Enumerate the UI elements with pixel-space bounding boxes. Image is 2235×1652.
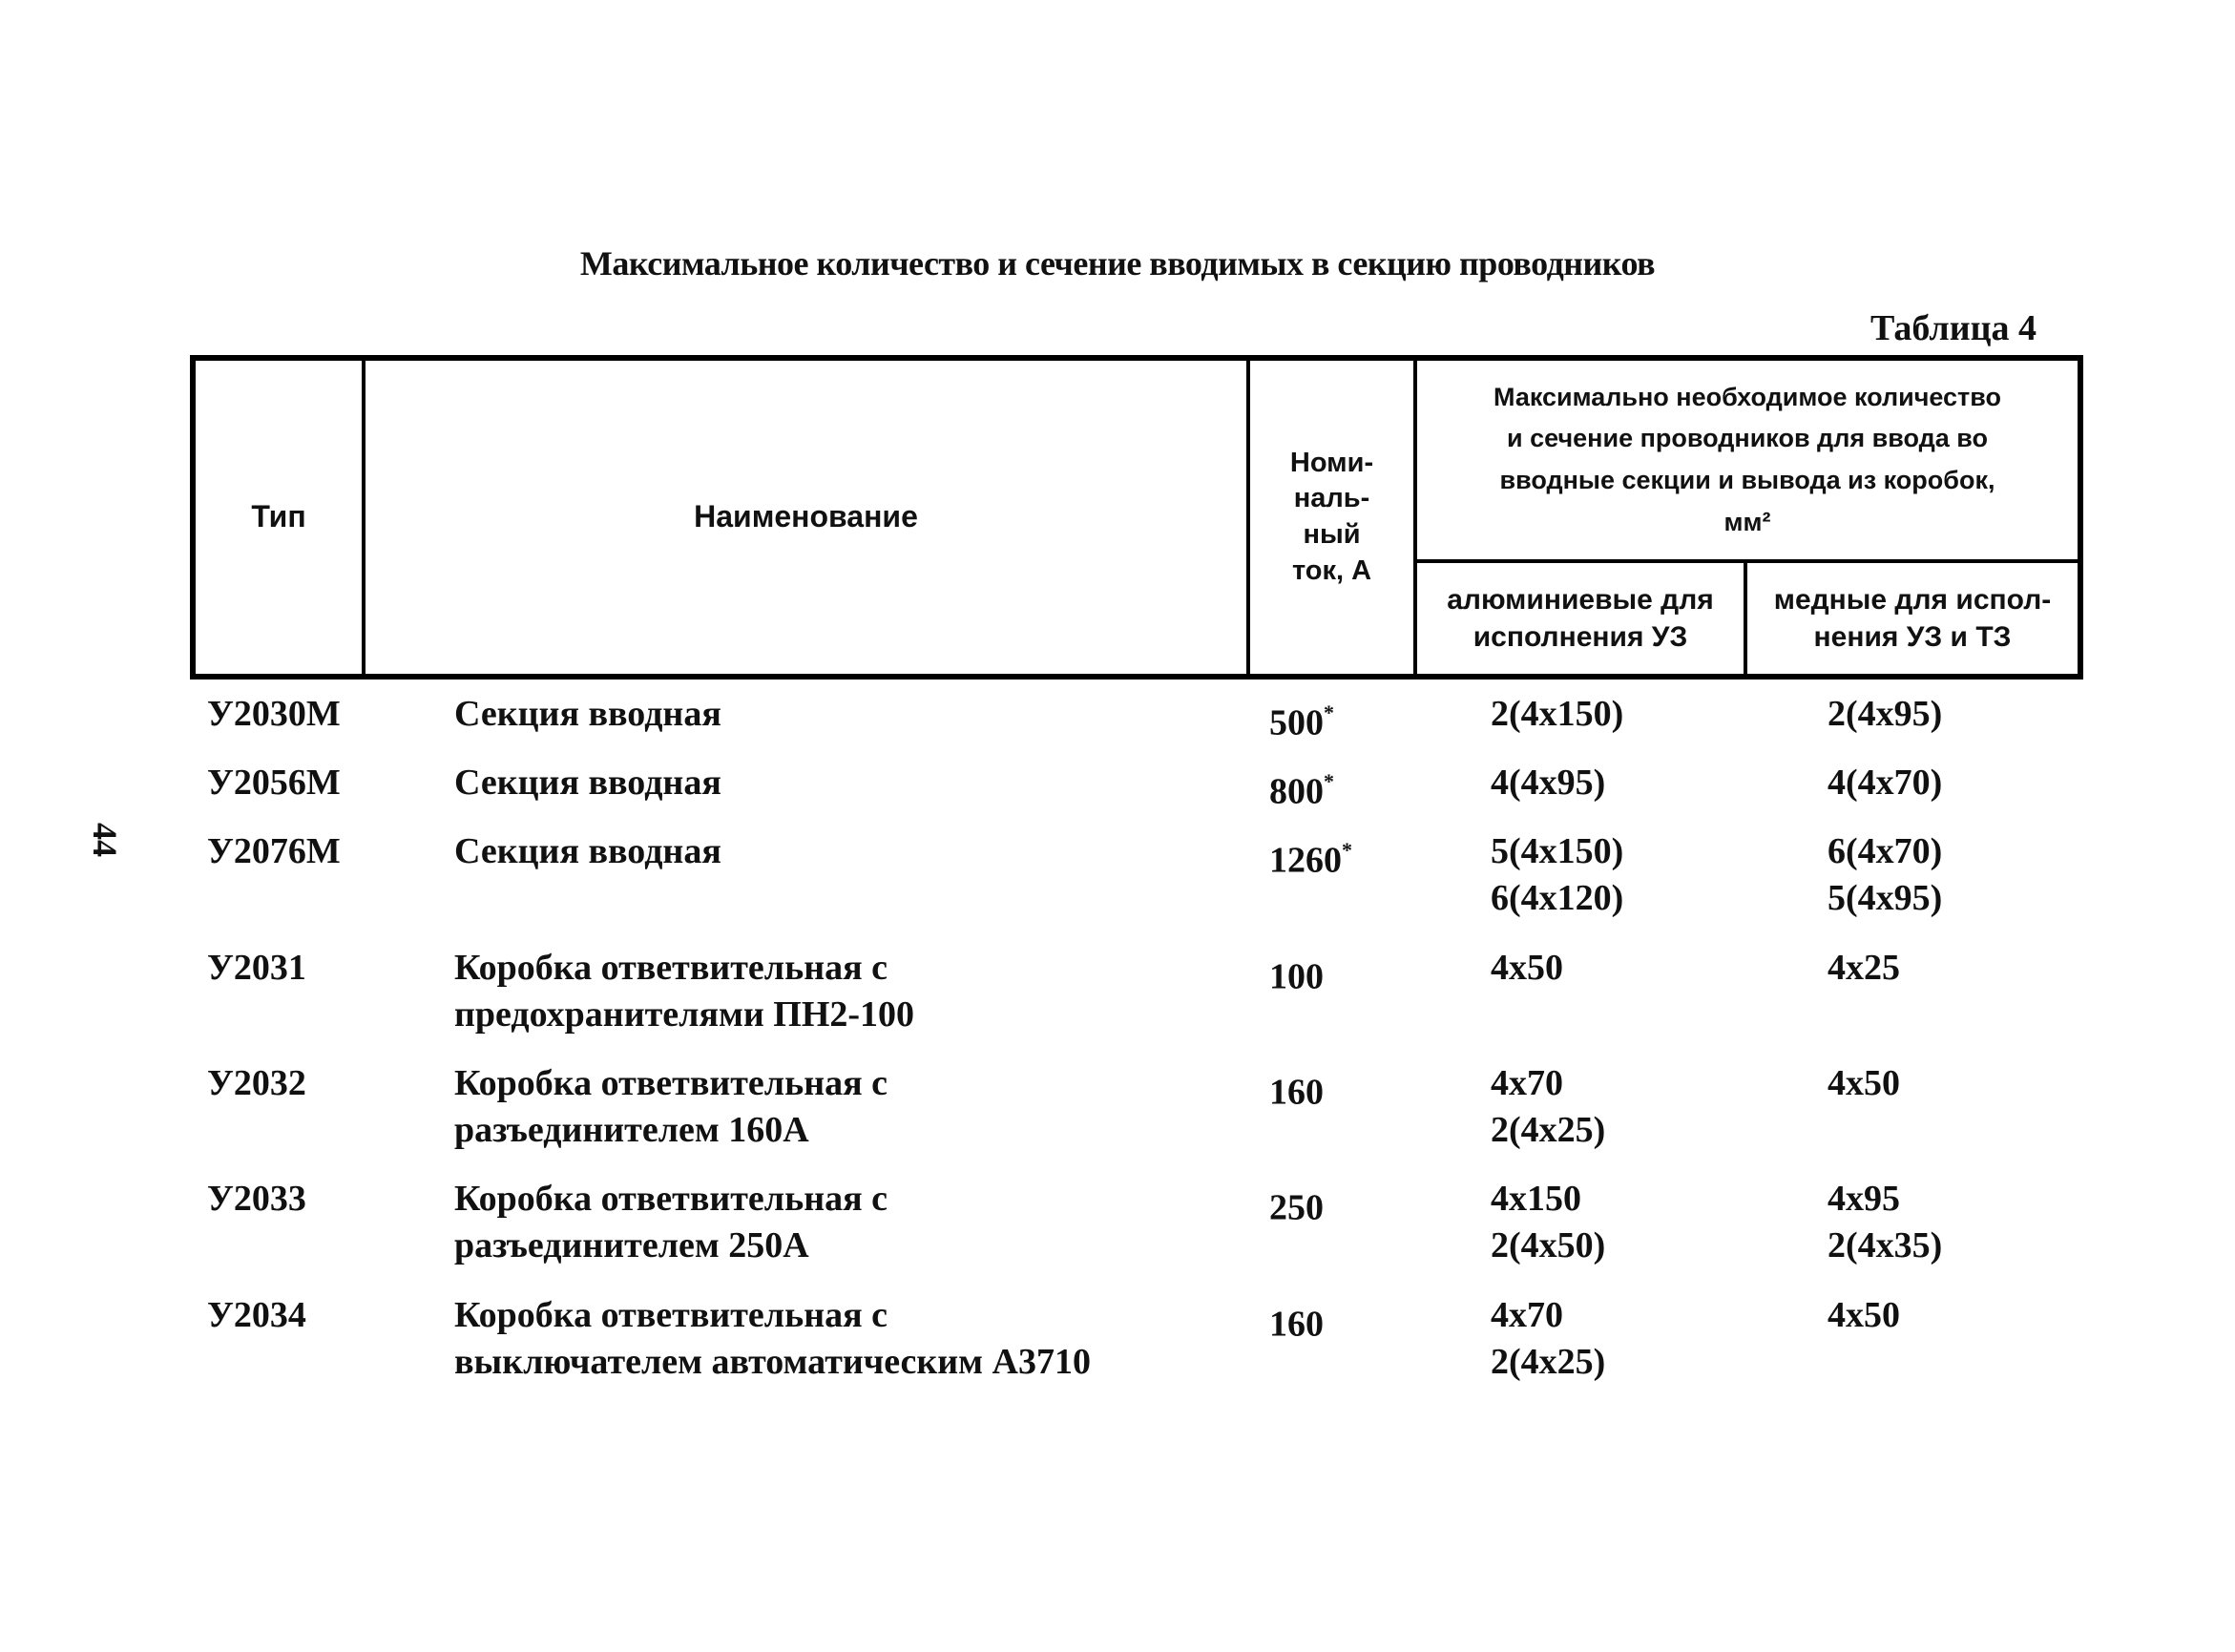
row-type: У2056М — [207, 763, 341, 803]
row-name — [454, 828, 1246, 875]
row-current-value: 100 — [1269, 956, 1324, 997]
row-current-value: 160 — [1269, 1072, 1324, 1113]
row-name-line: Коробка ответвительная с — [454, 1179, 888, 1219]
row-type: У2031 — [207, 948, 306, 988]
header-current-line: наль- — [1293, 483, 1370, 514]
row-type: У2034 — [207, 1295, 306, 1335]
row-copper-value: 6(4x70) — [1828, 831, 1943, 871]
row-current — [1269, 1060, 1403, 1117]
row-name-line: выключателем автоматическим А3710 — [454, 1342, 1092, 1382]
row-current — [1269, 828, 1403, 885]
row-name — [454, 691, 1246, 738]
row-aluminum — [1491, 1292, 1777, 1386]
row-type: У2032 — [207, 1063, 306, 1103]
row-aluminum — [1491, 760, 1777, 806]
header-aluminum-line: алюминиевые для — [1447, 584, 1714, 616]
row-copper-value: 4x95 — [1828, 1179, 1900, 1219]
row-current — [1269, 945, 1403, 1001]
row-copper-value: 2(4x95) — [1828, 694, 1943, 734]
row-copper-value: 4x50 — [1828, 1063, 1900, 1103]
row-type: У2076М — [207, 831, 341, 871]
row-copper-value: 4x25 — [1828, 948, 1900, 988]
row-aluminum-value: 4x70 — [1491, 1063, 1563, 1103]
row-current — [1269, 760, 1403, 816]
header-current-line: ток, А — [1291, 554, 1372, 586]
row-current-value: 800 — [1269, 771, 1324, 812]
row-copper — [1828, 691, 2066, 738]
row-aluminum-value: 6(4x120) — [1491, 878, 1624, 918]
row-aluminum — [1491, 1176, 1777, 1269]
row-name — [454, 1292, 1246, 1386]
row-copper-value: 5(4x95) — [1828, 878, 1943, 918]
row-copper — [1828, 1292, 2066, 1339]
row-name-line: предохранителями ПН2-100 — [454, 994, 915, 1035]
row-aluminum-value: 2(4x25) — [1491, 1110, 1606, 1150]
row-name-line: разъединителем 250А — [454, 1225, 809, 1265]
row-current — [1269, 1292, 1403, 1349]
row-copper — [1828, 1176, 2066, 1269]
row-copper — [1828, 1060, 2066, 1107]
header-type: Тип — [196, 361, 366, 674]
header-name: Наименование — [366, 361, 1250, 674]
row-aluminum — [1491, 828, 1777, 922]
row-name — [454, 760, 1246, 806]
row-copper-value: 2(4x35) — [1828, 1225, 1943, 1265]
row-name-line: Секция вводная — [454, 763, 721, 803]
row-copper — [1828, 760, 2066, 806]
row-current-value: 250 — [1269, 1187, 1324, 1228]
row-current — [1269, 1176, 1403, 1232]
row-current-mark: * — [1324, 769, 1334, 793]
row-aluminum-value: 2(4x25) — [1491, 1342, 1606, 1382]
header-copper-line: медные для испол- — [1773, 584, 2052, 616]
row-name-line: Коробка ответвительная с — [454, 948, 888, 988]
row-current-mark: * — [1324, 701, 1334, 724]
row-copper — [1828, 945, 2066, 992]
row-name-line: Секция вводная — [454, 694, 721, 734]
row-current-value: 1260 — [1269, 840, 1342, 881]
header-current-line: ный — [1303, 519, 1361, 550]
row-name — [454, 945, 1246, 1038]
row-copper-value: 4(4x70) — [1828, 763, 1943, 803]
header-max-line: Максимально необходимое количество — [1493, 382, 2001, 411]
header-max-line: мм² — [1723, 507, 1771, 536]
row-aluminum — [1491, 691, 1777, 738]
row-type: У2030М — [207, 694, 341, 734]
row-aluminum-value: 2(4x50) — [1491, 1225, 1606, 1265]
row-aluminum — [1491, 945, 1777, 992]
row-aluminum-value: 4(4x95) — [1491, 763, 1606, 803]
header-copper-line: нения УЗ и ТЗ — [1813, 621, 2012, 653]
header-aluminum-line: исполнения УЗ — [1473, 621, 1688, 653]
page-title: Максимальное количество и сечение вводимых в секцию проводников — [579, 244, 1656, 282]
row-copper-value: 4x50 — [1828, 1295, 1900, 1335]
row-current-value: 500 — [1269, 702, 1324, 743]
row-aluminum-value: 4x70 — [1491, 1295, 1563, 1335]
row-name — [454, 1060, 1246, 1154]
row-type: У2033 — [207, 1179, 306, 1219]
row-aluminum-value: 5(4x150) — [1491, 831, 1624, 871]
row-name-line: Секция вводная — [454, 831, 721, 871]
row-aluminum-value: 4x150 — [1491, 1179, 1581, 1219]
row-aluminum — [1491, 1060, 1777, 1154]
row-name — [454, 1176, 1246, 1269]
row-name-line: разъединителем 160А — [454, 1110, 809, 1150]
row-copper — [1828, 828, 2066, 922]
row-current — [1269, 691, 1403, 747]
row-aluminum-value: 4x50 — [1491, 948, 1563, 988]
header-current-line: Номи- — [1289, 447, 1374, 478]
page-number: 44 — [86, 823, 124, 857]
header-max-line: вводные секции и вывода из коробок, — [1499, 466, 1995, 494]
header-max-line: и сечение проводников для ввода во — [1507, 424, 1988, 453]
row-name-line: Коробка ответвительная с — [454, 1295, 888, 1335]
table-label: Таблица 4 — [1869, 308, 2037, 348]
row-current-mark: * — [1342, 838, 1352, 862]
row-aluminum-value: 2(4x150) — [1491, 694, 1624, 734]
row-name-line: Коробка ответвительная с — [454, 1063, 888, 1103]
row-current-value: 160 — [1269, 1304, 1324, 1345]
